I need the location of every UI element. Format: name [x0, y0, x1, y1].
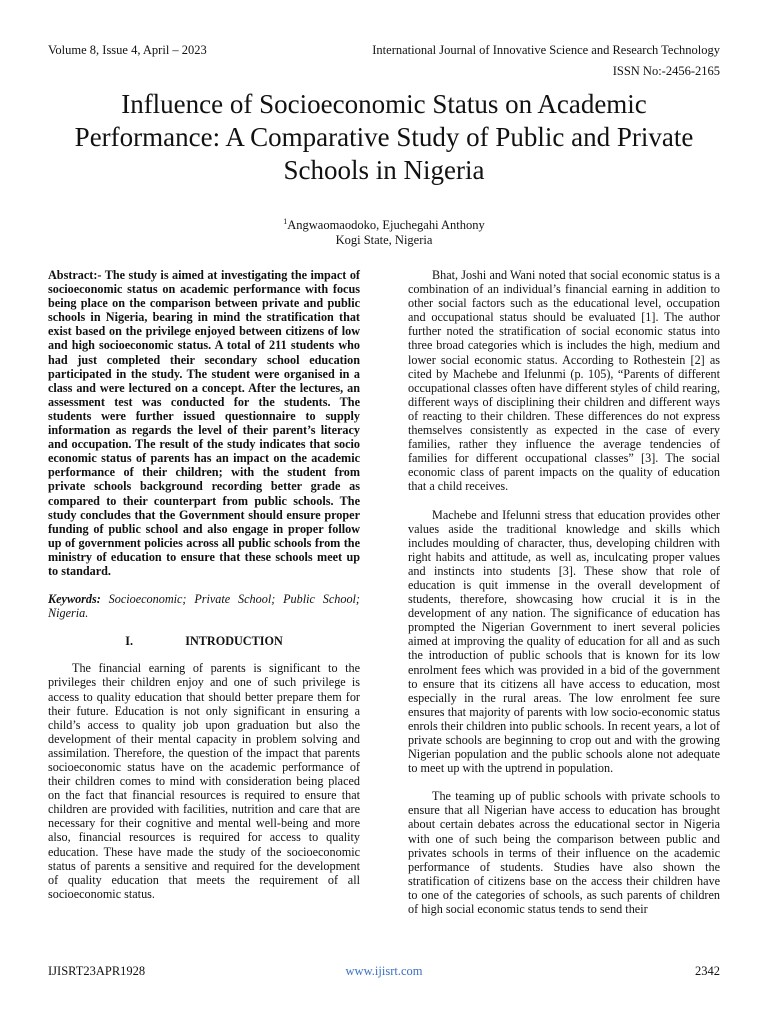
paper-title: Influence of Socioeconomic Status on Academic Performance: A Comparative Study of Public and Private Schools in Nigeria — [74, 89, 694, 185]
paper-code: IJISRT23APR1928 — [48, 964, 146, 978]
body-paragraph: The financial earning of parents is significant to the privileges their children enjoy and one of such privilege is access to quality education that should better prepare them for their future. Education is not only significant in ensuring a child’s access to quality job upon graduation but also the development of their mental capacity in problem solving and assimilation. Therefore, the question of the impact that parents socioeconomic status have on the academic performance of their children comes to mind with consideration being placed on the fact that financial resources is required to ensure that children are provided with facilities, nutrition and care that are necessary for their cognitive and mental well-being and more also, financial resources is required for access to quality education. These have made the study of the socioeconomic status of parents a sensitive and required for the development of quality education that meets the requirement of all socioeconomic status. — [48, 661, 360, 901]
author-affiliation: Kogi State, Nigeria — [335, 233, 433, 248]
body-paragraph: Bhat, Joshi and Wani noted that social economic status is a combination of an individual’s financial earning in addition to other social factors such as the educational level, occupation and occupational status should be evaluated [1]. The author further noted the stratification of social economic status into three broad categories which is includes the high, medium and lower social economic status. According to Rothestein [2] as cited by Machebe and Ifelunmi (p. 105), “Parents of different occupational classes often have different styles of child rearing, different ways of disciplining their children and different ways of reacting to their children. These differences do not express themselves consistently as expected in the case of every families, rather they influence the average tendencies of families for different occupational classes” [3]. The social economic class of parent impacts on the quality of education that a child receives. — [408, 268, 720, 494]
body-paragraph: Machebe and Ifelunni stress that education provides other values aside the traditional knowledge and skills which includes moulding of character, thus, developing children with right habits and attitude, as well as, inculcating proper values and instincts into students [3]. These show that role of education is quit immense in the overall development of students, therefore, showcasing how crucial it is in the development of any nation. The significance of education has prompted the Nigerian Government to inert several policies aimed at improving the quality of education for all and as such the introduction of public schools that is known for its low enrolment fees which was provided in a bid of the government to ensure that its citizens all have access to education, most especially in the rural areas. The low enrolment fee sure ensures that majority of parents with low socio-economic status enrols their children into public schools. In recent years, a lot of private schools are beginning to crop out and with the growing Nigerian population and the public schools alone not adequate to meet up with the uptrend in population. — [408, 507, 720, 776]
journal-name: International Journal of Innovative Science and Research Technology — [372, 43, 720, 57]
volume-info: Volume 8, Issue 4, April – 2023 — [48, 43, 207, 57]
author-block — [0, 214, 768, 248]
issn: ISSN No:-2456-2165 — [612, 64, 720, 78]
keywords-text: Socioeconomic; Private School; Public School; Nigeria. — [48, 592, 360, 621]
section-heading — [48, 634, 360, 648]
left-column — [48, 268, 360, 901]
body-paragraph: The teaming up of public schools with private schools to ensure that all Nigerian have access to education has brought about certain debates across the educational sector in Nigeria with one of such being the comparison between public and privates schools in terms of their influence on the academic performance of students. Studies have also shown the stratification of citizens base on the access their children have to one of the categories of schools, as such parents of children of high social economic status tends to send their — [408, 789, 720, 917]
section-title: INTRODUCTION — [185, 634, 283, 649]
page-number: 2342 — [695, 964, 720, 978]
abstract: Abstract:- The study is aimed at investigating the impact of socioeconomic status on academic performance with focus being place on the comparison between private and public schools in Nigeria, bearing in mind the stratification that exist based on the privilege enjoyed between citizens of low and high socioeconomic status. A total of 211 students who had just completed their secondary school education participated in the study. The student were organised in a class and were lectured on a concept. After the lectures, an assessment test was conducted for the students. The students were further issued questionnaire to supply information as regards the level of their parent’s literacy and occupation. The result of the study indicates that socio economic status of parents has an impact on the academic performance of their children; with the student from private schools background recording better grade as compared to their counterpart from public schools. The study concludes that the Government should ensure proper funding of public school and also engage in proper follow up of government policies across all public schools from the ministry of education to ensure that these schools meet up to standard. — [48, 268, 360, 578]
journal-website-link[interactable]: www.ijisrt.com — [345, 964, 423, 978]
keywords-label: Keywords: — [48, 592, 101, 607]
section-number: I. — [125, 634, 134, 649]
keywords — [48, 592, 360, 620]
author-superscript: 1 — [283, 217, 288, 226]
author-name: Angwaomaodoko, Ejuchegahi Anthony — [287, 218, 485, 233]
right-column — [408, 268, 720, 916]
